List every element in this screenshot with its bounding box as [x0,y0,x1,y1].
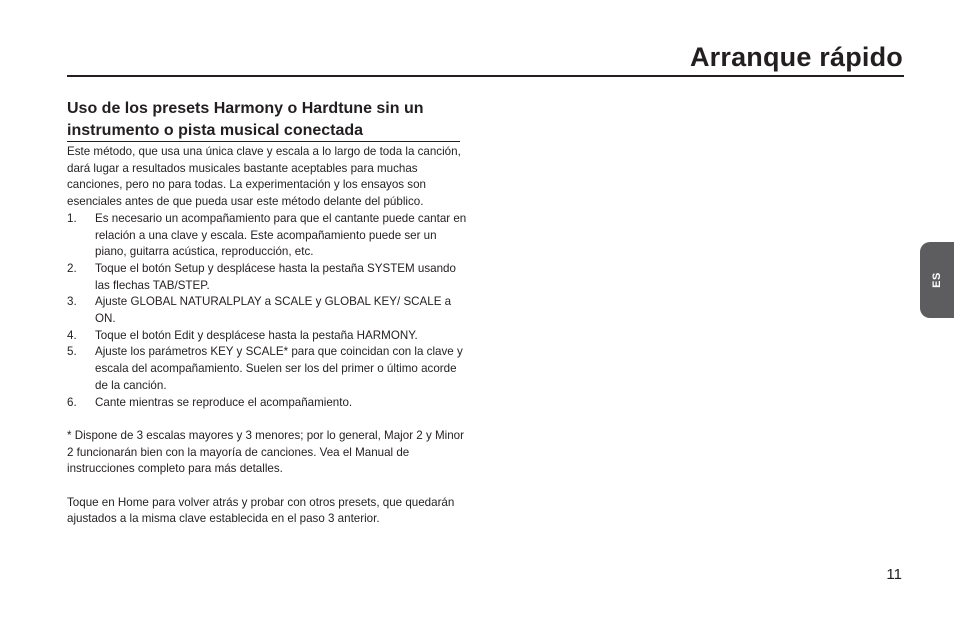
list-item [67,211,467,261]
step-number: 4. [67,328,77,342]
step-text: Toque el botón Setup y desplácese hasta la pestaña SYSTEM usando las flechas TAB/STEP. [95,261,456,292]
closing-paragraph: Toque en Home para volver atrás y probar con otros presets, que quedarán ajustados a la misma clave establecida en el paso 3 anterior. [67,495,455,526]
step-number: 2. [67,261,77,275]
step-number: 5. [67,345,77,359]
spacer [67,478,467,495]
section-heading: Uso de los presets Harmony o Hardtune sin un instrumento o pista musical conectada [67,100,424,139]
footnote-paragraph: * Dispone de 3 escalas mayores y 3 menores; por lo general, Major 2 y Minor 2 funcionarán bien con la mayoría de canciones. Vea el Manual de instrucciones completo para más detalles. [67,428,464,476]
step-text: Ajuste los parámetros KEY y SCALE* para que coincidan con la clave y escala del acompañamiento. Suelen ser los del primer o último acorde de la canción. [95,345,463,392]
step-text: Toque el botón Edit y desplácese hasta la pestaña HARMONY. [95,328,418,342]
page-number: 11 [886,566,902,583]
list-item [67,328,467,345]
body-text [67,144,467,528]
page-title: Arranque rápido [689,42,903,72]
step-number: 1. [67,211,77,225]
heading-divider [67,141,460,142]
step-number: 3. [67,295,77,309]
list-item [67,344,467,394]
step-number: 6. [67,395,77,409]
language-tab [920,242,954,318]
language-tab-label: ES [931,272,943,288]
intro-paragraph: Este método, que usa una única clave y escala a lo largo de toda la canción, dará lugar a resultados musicales bastante aceptables para muchas canciones, pero no para todas. La experimentación y los ensayos son esenciales antes de que pueda usar este método delante del público. [67,145,461,209]
spacer [67,411,467,428]
list-item [67,395,467,412]
steps-list [67,211,467,411]
title-divider [67,75,904,77]
step-text: Es necesario un acompañamiento para que el cantante puede cantar en relación a una clave y escala. Este acompañamiento puede ser un piano, guitarra acústica, reproducción, etc. [95,211,467,259]
step-text: Cante mientras se reproduce el acompañamiento. [95,395,353,409]
step-text: Ajuste GLOBAL NATURALPLAY a SCALE y GLOBAL KEY/ SCALE a ON. [95,295,452,326]
list-item [67,261,467,294]
list-item [67,294,467,327]
